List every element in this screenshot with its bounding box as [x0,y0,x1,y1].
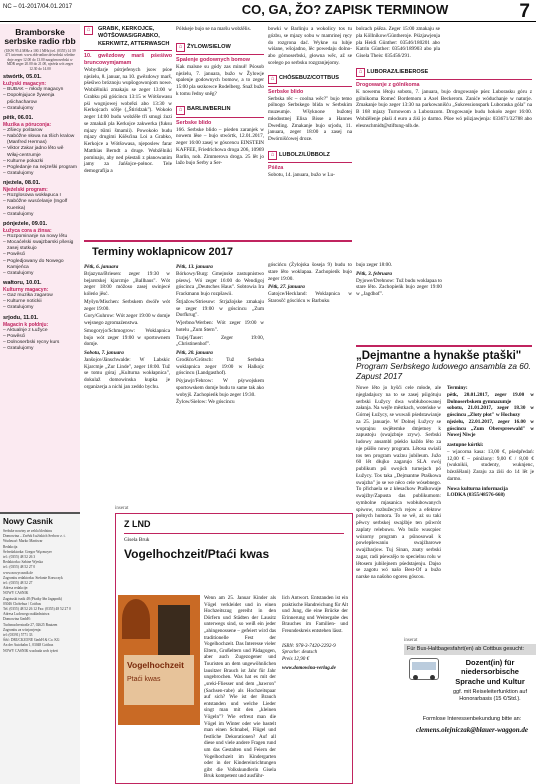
price: Preis 12,90 € [282,655,310,662]
article-text: Kak malsne su gódy zas minuł! Pśosob njeźelu, 7. januara, bužo w Žylowje spalenje godownych bomow, a to zeger 15:00 pla sezkowce Rodelberg. Snaž bužo k tomu ředny sněg? [176,63,264,97]
program-item: – Rozpominanje na nowy lětu [3,234,68,240]
terms-title: Terminy: [447,385,468,391]
program-item: – Pogledjowany do Nowego Kamjeńca [3,258,64,270]
woklapnica-column-1 [84,262,170,392]
imprint-box [0,512,80,784]
event-date: Pětk, 20. januara [176,350,213,356]
event-text: Žylow/Sielow: We góscincu [176,399,235,406]
column-cottbus [268,26,352,179]
imprint-line: tel: (03591) 5771 33 [3,633,33,638]
category-heading: BARLIN/BERLIN [187,106,231,113]
book-ad-title: Vogelhochzeit/Ptaći kwas [124,546,270,561]
divider [268,86,352,87]
bus-ad-title: Für Bus-Haltbagesfahrt(en) ab Cottbus gesucht: [404,644,536,655]
imprint-line: Serbske nowiny ze zehla bledzinu [3,529,52,533]
column-grabk [84,26,172,175]
imprint-line: tel.: (0355) 48 52 26 3 [3,555,36,560]
entry-text: – wjacorna kasa: 13,00 €, pśedpředań: 12,00 € – póníżony: 9,00 € / 8,00 € (wuknikii, studenty, wuknjenc, bźezšělani) Zaraju za źiśi do 14 lět je darmo. [447,448,534,482]
category-row [268,151,352,160]
program-section: Njeźelski program: [3,187,48,194]
teaser-section [356,345,532,381]
program-section: Łužyski magacyn: [3,81,47,88]
teaser-terms [447,385,534,499]
program-day: srjodu, 11.01. [3,314,39,321]
imprint-line: www.nowycasnik.de [3,570,33,575]
category-row [176,106,264,115]
event-text: Myšyn/Mischen: Serbskem dwóře wót zeger 19:00. [84,298,170,312]
divider [84,240,352,242]
house-icon: ⌂ [268,75,277,84]
event-text: Brjazyna/Briesen: zeger 19:30 w bejarstskej kjarcmje „Ballhaus". Wót zeger 18:00 móžoso zasej swinjecé kóleńo jěsć. [84,270,170,297]
bus-icon [409,658,439,680]
article-text: Sobotu, 14. januara, bužo w Lu- [268,171,335,178]
book-ad-text-1: Wenn am 25. Januar Kinder als Vögel verkleidet und in einen Hochzeitszug gereiht in den Dörfern und Städten der Lausitz unterwegs sind, so weiß ein jeder „ahingenossene – gefeiert wird das traditionelle Fest der Vogelhochzeit. Das Interesse vieler Eltern, Großeltern und Pädagogen, aber auch Zugezogener und Touristen an dem ungewöhnlichen lausitzer Brauch ist Jahr für Jahr ungebrochen. Was hat es mit der „sreki-Fliesser und dem „hawron" (Sachsen-rabe) als Hochzeitspaar auf sich? Wie ist der Brauch entstanden und welche Lieder singt man mit den „kleinen Vögeln"? Wie erfreut man die Vögel im Winter oder wie bastelt man einen Schnabel, Flügel und festliche Dekorationen? Auf all diese und viele andere Fragen rund um das Gestalten und Feiern der Vogelhochzeit im Kindergarten oder in der Kindereinrichtungen gibt die Volkskundlerin Gisela Bruk kompetent und ausführ- [204,595,276,780]
program-day: stwórtk, 05.01. [3,74,42,81]
program-item: – Mocaćelski swajzbarski pšesig zasej stutkujo [3,240,74,252]
book-cover-image [118,595,200,725]
program-item: – Aktualnje z Łužyce [3,327,48,333]
event-text: Janšojce/Jänschwalde: W Labskic Kjarcmje „Zur Linde", zeger 18:00. Tuž se tomu góraj „Kulturna wokłapnica", dokulaž domowinska kupka je organizerja a nichi jan zeddo bychu. [84,356,170,390]
program-item: – Gratulujomy [3,346,34,352]
sales-title: Nowa kulturna informacija [447,485,508,492]
page-title: CO, GA, ŽO? ZAPISK TERMINOW [241,2,449,17]
teaser-text: Nowe lěto jo hyšći cele młode, ale njegladajucy na to se zasej pśigótuju serbski Łužycy dwa wobłuboowanej załanja. Na wejře městkach, woteńske w Górnej Łužycy, se wuwali pśedstawianje za 25. januarje. W Dolnej Łužycy se woprajnu swjětemke dmjetney k zapustoju (swajzbnje zryw). Serbski ludowy ansambl pśeklo každo lěto za nje pśišło nowy program. Lětosa swiaší tos ten program ważnu jubileum. Južo 60 lět dłujko zagarujo SLA swój publikum pśi swojich turnejach pó Łužycy. Tos taka „Dejmantne Ptaškowa swajzba" jo se we něco cele wósebnego. To přichaela se z kłesaćkow Ptaškowaje swajźby/Zapusta das publikumom: symbolne mjasanica wobłubowanych spiwow, rozbužecych rejow a efektow połnych humora. To se wě, aż su taki pěwcy serbskej swajźbje ten pśiwrót zaplaty relebuwu. Wo bužo wuscpiec wózorny program a pśinosowaš k powlepšewaniu swajźbarowe swajźbarjow. Tuj Sinan, znaty serbski zagar, radi pśewzějo to specielnu rolu w lětosem jubilejnem pśedstajenju. Dajso se zagotu wó našo Best-Of a bužo narske na našoho ogoreu góscou. [356,385,441,580]
page-number: 7 [519,1,530,22]
event-date: Pětk, 6. januara [84,264,119,270]
bus-ad-contact-label: Formlose Interessenbekundung bitte an: [422,716,522,722]
category-heading: LUBOLZ/LÜBBOLZ [279,151,330,158]
program-item: – Powěsći [3,333,26,339]
woklapnica-section [84,240,352,263]
book-cover-subtitle: Ptaći kwas [127,675,161,683]
program-item: – Gratulujomy [3,170,34,176]
program-item: – Nabóžne słowa na tšich kralow (Manfred Hermas) [3,134,75,146]
teaser-title: „Dejmantne a hynakše ptaški" [356,349,522,362]
imprint-line: Redakcija [3,544,18,549]
program-item: – Rozglosowa wokłapuca I [3,193,61,199]
imprint-lines [3,529,77,654]
house-icon: ⌂ [84,26,93,35]
program-item: – Dopołnjujuce žywenja pśichacharow [3,93,55,105]
event-text: Dyjowe/Drehnow: Tuž budu woklapaa to stare lěto. Zachopieńk bujo zeger 19:00 w „Jagdhof". [356,277,442,297]
teaser-subtitle: Program Serbskego ludowego ansambla za 60. Zapust 2017 [356,361,531,381]
program-item: – Powěsći [3,252,26,258]
program-days [3,74,77,352]
article-text: 166. Serbske blido – pśeden zaranjek w nowem lěse – bujo stwórtk, 12.01.2017, zeger 16:00 zasej w góscencu EINSTEIN KAFFEE, Friedrichowa droga 206, 10969 Barlin, nob. Zimmerova droga. 25 lět jo lažo bujo Serby a Ser- [176,126,264,167]
event-text: Štrjažow/Striesow: Strjažojske zmakaju se zeger 19:00 w góscincu „Zum Dorfkrug". [176,298,264,319]
house-icon: ⌂ [176,43,185,52]
page-header [0,0,536,22]
bus-ad-contact[interactable]: clemens.olejniczak@blauer-waggon.de [416,726,528,734]
event-date: Sobotu, 7. januara [84,350,124,356]
woklapnica-column-3 [268,262,352,306]
book-ad-text-2 [282,595,348,672]
divider [268,162,352,163]
divider [356,79,532,80]
imprint-line: Domowina – Zwězk Łužiskich Serbow z. t. [3,534,66,539]
program-item: – Zšiecy pośtarow [3,128,43,134]
book-ad-text-2-body: lich Antwort. Entstanden ist ein praktische Handreichung für Alt und Jung, die eine Brücke der Erinnerung und Weitergabe des Brauches im Familien- und Freundeskreis entstehen lässt. [282,595,348,635]
imprint-line: Zagronitu za wózjawjenja: [3,627,42,632]
bride-figure [122,599,150,639]
radio-title: Bramborske serbske radio rbb [4,27,76,47]
program-item: – Pogledanje na nejzeški program [3,164,77,170]
article-subhead: 10. gwězdowy marš pśeśiwo bruncowymjamam [84,52,172,66]
program-item: – Gratulujomy [3,105,34,111]
woklapnica-column-4 [356,262,442,299]
program-section: Kulturny magacyn: [3,286,49,293]
language: Sprache: deutsch [282,649,318,656]
terms-list [447,392,534,439]
imprint-line: Adresa redakcije: [3,586,29,591]
article-subhead: Serbske blido [176,119,212,126]
program-day: pětk, 06.01. [3,114,34,121]
program-section: Magacin k połdnju: [3,321,49,328]
divider [84,50,172,51]
article-subhead: Spalenje godownych bomow [176,56,250,63]
article-text: Pólskeje bujo se na maršu wobźělis. [176,26,251,32]
category-heading: WÓTŠOWAS/GRABKO, [98,33,160,40]
house-icon: ⌂ [356,68,365,77]
program-day: pónjeźele, 09.01. [3,220,48,227]
event-text: Gatojce/Heckland: Woklapnica w Starosčć góscińcu w Barbuku [268,291,352,304]
program-item: – Gaz muzika zagarow [3,293,53,299]
term-item: sobotu, 21.01.2017, zeger 18.30 w góscincu „Zloty płot" w Hochozy [447,405,534,418]
event-text: Bórkowy/Burg: Gmejnske zastupnistwo pśeswj. Wó zeger 16:00 do Wendigoj góscinca „Deutsches Haus". Sobtowia Ira Frackmann bujo rozpšawii. [176,270,264,297]
imprint-line: NOWY CASNIK [3,591,29,596]
column-luboraz [356,26,532,129]
house-icon: ⌂ [176,106,185,115]
category-heading: KERKWITZ, ATTERWASCH [98,40,170,47]
program-item: – BUBAK – młody magacyn [3,87,64,93]
category-heading: GRABK, KERKOJCE, [98,26,155,32]
divider [176,117,264,118]
imprint-line: Zagotuski tsnik 48 (Pśatky Iňn Jagapnik) [3,596,62,601]
category-heading: CHÓSEBUZ/COTTBUS [279,75,339,82]
program-item: – Nabóžne wusćelanje (Ingolf Kuenka) [3,199,68,211]
house-icon: ⌂ [268,151,277,160]
bus-ad-head1: Dozent(in) für niedersorbische [461,658,519,677]
bus-ad-text: ggf. mit Reiseleiterfunktion auf Honorarbasis (15 €/Std.). [453,689,527,702]
imprint-line: NOWY CASNIK wuchada wob tyźeń [3,648,58,653]
program-section: Łužyca cora a źinsa: [3,227,52,234]
imprint-line: tel.: (0355) 48 52 27 [3,581,33,586]
program-item: – Gratulujomy [3,211,34,217]
article-text: Serbska rěc – coolna wěc?" bujo temo pólnogo Serbskego blida w Serbskim muzeumje. Wšyknone bužotej młodostnej Elisa Bisse a Hannes Dweding. Zmakanje bujo srjodu, 11. januara, zeger 18:00 a zasej na Dwórnišćowej droze. [268,95,352,143]
event-text: Grodšćo/Grötsch: Tuž Serbska woklapnica zeger 19:00 w Halkojc góscincu (Landgasthof). [176,356,264,377]
event-text: Turjej/Tauer: Zeger 19:00, „Christinenhof". [176,334,264,348]
event-text: Smogoryjo/Schmogrow: Woklapnica bujo wót zeger 19:00 w sportownem domje. [84,327,170,348]
isbn: ISBN: 978-3-7420-2292-9 [282,642,336,649]
entry-title: zastupne kórtki: [447,442,484,448]
bus-ad-head2: Sprache und Kultur [455,676,525,686]
imprint-line: Adresa Ludowego nakładnistwa [3,612,50,617]
article-subhead: Pśěza [268,164,284,171]
category-row [356,68,532,77]
column-zylow [176,26,264,167]
event-text: Pśyjawjr/Fehrow: W pśywojskem sportowskem domje budu to same tak ako wobyjš. Zachopieńk bujo zeger 19:30. [176,378,264,398]
inserat-label: inserat [115,506,129,511]
imprint-line: Tuchmacherstraße 27, 02625 Bautzen [3,622,58,627]
article-text: bolcach pśěza. Zeger 15:00 zmakaju se pla Köllnikow/Güntheroje. Pśizjawjenja pla Heidi Günther: 03546/180201 abo Katrin Günther: 03546/189903 abo pla Gisela Theis: 035456/291. [356,26,440,59]
imprint-line: Zagronitu redaktorka: Stefanie Krawczyk [3,575,63,580]
program-day: njeźela, 08.01. [3,180,41,187]
program-section: Muzika a póruconja: [3,121,52,128]
publisher-url[interactable]: www.domowina-verlag.de [282,665,336,672]
article-text: bowki w Barlinju a wokolicy tos tu gózbu, se mjazy sobu w mamrinej ręcy do rozgrona dać. Wykne su lubje wiśane, wšojadno, lěc powedaju dolno- abo górnoserbski, głowna wěc, až se scelego po serbsku rozgranjejomy. [268,26,352,66]
category-heading: LUBORAZ/LIEBEROSE [367,68,429,75]
category-row [176,43,264,52]
imprint-title: Nowy Casnik [3,517,53,526]
radio-info: (UKW 95.4 MHz a 100.1 MHz) tel. (0355) 14 39 471 internet: www.rbb-online.de/serbski wšedne dnje zeger 12.00 do 13.00 nazgórnoserbski w MDR zeger 20.00 do 21.00, njeźela wót zeger 12.30 do 14.00 [4,48,76,71]
program-item: – Kulturne notickii [3,299,42,305]
imprint-line: Redaktorka: Sabine Wjeska [3,560,43,565]
event-text: Gory/Guhrow: Wót zeger 19:00 w domje wejsnego zgromaźenstwa. [84,313,170,326]
program-item: – Dolnoserbski ręcny kurs [3,340,60,346]
program-item: – Gratulujomy [3,270,34,276]
imprint-line: Domowina GmbH: [3,617,31,622]
program-item: – Kulturne pokazki [3,158,44,164]
article-subhead: Drogowanje z gólnikoma [356,81,420,88]
term-item: pětk, 20.01.2017, zeger 19.00 w Dolnoserbskem gymnazumje [447,391,534,405]
section-label: Z LND [124,519,151,529]
category-heading: ŽYLOW/SIELOW [187,43,231,50]
groom-figure [158,605,190,657]
event-date: Pětk, 27. januara [268,284,305,291]
imprint-line: Tel. (0355) 48 52 26 12 Fax: (0355) 48 52 27 0 [3,607,71,612]
divider [176,54,264,55]
woklapnica-column-2 [176,262,264,407]
imprint-line: Śišć: DRUCKZONE GmbH & Co. KG [3,638,60,643]
imprint-line: Wudawaŕ: Marko Martiwar [3,539,43,544]
event-date: Pětk, 3. februara [356,270,393,277]
author: Gisela Bruk [124,537,150,544]
imprint-line: 03046 Chóśebuz / Cottbus [3,601,42,606]
issue-label: NC – 01-2017/04.01.2017 [3,4,73,10]
imprint-line: An der Autobahn 1, 03048 Cottbus [3,643,54,648]
event-text: Wjerbno/Werben: Wót zeger 19:00 w hotelu „Zum Stern". [176,320,264,333]
program-day: wałtoru, 10.01. [3,279,42,286]
article-subhead: Serbske blido [268,88,304,95]
inserat-label-2: inserat [404,638,418,643]
sales-text: LODKA (0355/48576-668) [447,492,505,499]
radio-program-sidebar [0,24,80,512]
divider [356,345,532,347]
woklapnica-title: Terminy woklapnicow 2017 [92,245,234,258]
divider [124,533,344,534]
program-item: – Viktor Zakar jadno lěto wě Wiłaj-centrumje [3,146,64,158]
category-row [268,75,352,84]
article-text: K nowemu lětoju sobotu, 7. januara, bujo drogowanje pśez Luborasku góru z gólnikoma Romeć Bordemom a Axel Beckerom. Zaniće wóduchanje w naturje. Zmakanje bujo zeger 13:30 na parkowanišću „Sukcessionspark Luboraska góla" na B 168 mjazy Turnowom a Luborazom. Drogowanje budu hokoło zeger 16:00. Wobźělenje płaśi 4 euro a źiśi jo darmo. Pšoe wó pśizjawjenja: 033671/32788 abo elesnschmidt@stiftung-nlb.de. [356,88,532,129]
article-text: Wobydlarje pótrjefenych jsow pśoe njeźelu, 8. januar, na 10. gwězdowy marš, pśeśiwo bróznoju wupšogowonjom nowe. Wobźělniki zmakaju se zeger 13:00 w Grabku pśi góścincu 13:15 w Wótšowasu pśi wognjowej wobrězi abo 13:30 w Kerkojcach sćěje („Štiridzak"). Wokoło zeger 14:00 budu wobźěle tři smugi źuzi se zmakali pla Kerkojce zakwerka (fuksu mjazy tśimi šmamii). Powokoło budu mjazy drugimi Kśěsćina Loi a Grabko, Kerkojce a Wótšowasa, njeposlew farar Matthias Berndt a druge. Wobźělniki pominaju, aby ned pśestali z płanowanim jamy za Jańšojce-połnoc. Tele demografija a [84,66,172,175]
imprint-line: Šefredaktorka: Gregor Węcmoyer [3,549,52,554]
imprint-line: tel.: (0355) 48 52 27 0 [3,565,36,570]
event-text: góscińcu (Żylojska šoseja 9) budu to stare lěto woklapaa. Zachopieńk bujo zeger 19:00. [268,262,352,282]
event-date: Pětk, 13. januara [176,264,213,270]
event-text: bujo zeger 18:00. [356,262,393,268]
book-cover-title: Vogelhochzeit [127,660,184,670]
book-cover-text-area [124,655,194,705]
program-item: – Gratulujomy [3,305,34,311]
term-item: njeźelu, 22.01.2017, zeger 16.00 w góscincu „Zum Oberspreewald" w Nowej Niwje [447,418,534,439]
